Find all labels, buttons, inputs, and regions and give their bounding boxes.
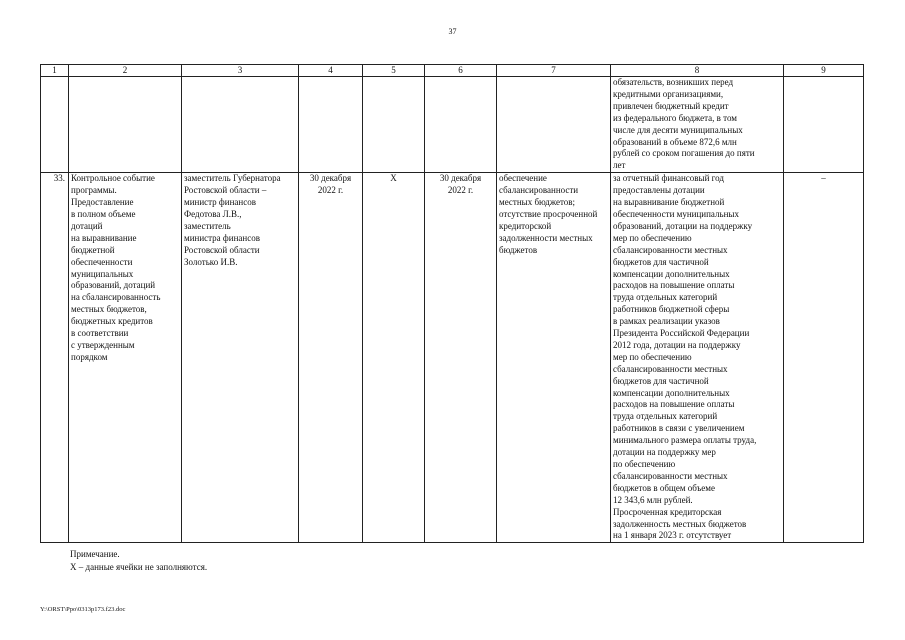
text-line: в полном объеме [71, 208, 136, 219]
column-header: 5 [363, 65, 425, 77]
column-header: 3 [182, 65, 299, 77]
actual-result-cell [611, 173, 784, 543]
text-line: образований, дотации на поддержку [613, 220, 753, 231]
text-line: Ростовской области – [184, 185, 267, 196]
text-line: образований в объеме 872,6 млн [613, 136, 737, 147]
note-text: Х – данные ячейки не заполняются. [70, 561, 208, 572]
cell-empty [497, 77, 611, 173]
page-number: 37 [448, 27, 457, 36]
text-line: Федотова Л.В., [184, 208, 242, 219]
text-line: числе для десяти муниципальных [613, 124, 743, 135]
text-line: заместитель Губернатора [184, 173, 281, 184]
planned-date-cell [299, 173, 363, 543]
text-line: труда отдельных категорий [613, 411, 718, 422]
text-line: работников в связи с увеличением [613, 423, 745, 434]
text-line: порядком [71, 351, 108, 362]
text-line: расходов на повышение оплаты [613, 280, 735, 291]
text-line: образований, дотаций [71, 280, 156, 291]
text-line: лет [613, 160, 626, 171]
text-line: бюджетов для частичной [613, 375, 709, 386]
text-line: 2022 г. [447, 185, 474, 196]
text-line: обеспеченности [71, 256, 133, 267]
text-line: местных бюджетов, [71, 304, 147, 315]
text-line: обеспеченности муниципальных [613, 208, 739, 219]
actual-date-cell [425, 173, 497, 543]
text-line: обеспечение [499, 173, 547, 184]
text-line: предоставлены дотации [613, 185, 705, 196]
text-line: министр финансов [184, 197, 256, 208]
text-line: минимального размера оплаты труда, [613, 435, 757, 446]
text-line: кредитными организациями, [613, 88, 724, 99]
text-line: мер по обеспечению [613, 351, 692, 362]
text-line: местных бюджетов; [499, 197, 576, 208]
text-line: привлечен бюджетный кредит [613, 100, 729, 111]
cell-empty [363, 77, 425, 173]
text-line: программы. [71, 185, 117, 196]
text-line: обязательств, возникших перед [613, 77, 734, 87]
deviation-cell: – [784, 173, 864, 543]
text-line: министра финансов [184, 232, 260, 243]
text-line: за отчетный финансовый год [613, 173, 724, 184]
text-line: сбалансированности [499, 185, 579, 196]
text-line: 2012 года, дотации на поддержку [613, 339, 741, 350]
text-line: заместитель [184, 220, 231, 231]
text-line: кредиторской [499, 220, 552, 231]
text-line: сбалансированности местных [613, 244, 728, 255]
table-row-33 [41, 173, 864, 543]
cell-empty [299, 77, 363, 173]
column-header: 7 [497, 65, 611, 77]
text-line: бюджетов в общем объеме [613, 482, 715, 493]
text-line: 12 343,6 млн рублей. [613, 494, 693, 505]
column-header: 2 [69, 65, 182, 77]
text-line: бюджетов [499, 244, 538, 255]
text-line: труда отдельных категорий [613, 292, 718, 303]
text-line: на сбалансированность [71, 292, 161, 303]
text-line: 2022 г. [317, 185, 344, 196]
note-title: Примечание. [70, 549, 120, 559]
text-line: дотации на поддержку мер [613, 447, 716, 458]
responsible-person-cell [182, 173, 299, 543]
text-line: на выравнивание [71, 232, 137, 243]
text-line: Ростовской области [184, 244, 260, 255]
column-header: 9 [784, 65, 864, 77]
text-line: компенсации дополнительных [613, 387, 730, 398]
table-row-continuation [41, 77, 864, 173]
text-line: рублей со сроком погашения до пяти [613, 148, 755, 159]
cell-empty [41, 77, 69, 173]
text-line: по обеспечению [613, 459, 676, 469]
text-line: сбалансированности местных [613, 470, 728, 481]
text-line: бюджетных кредитов [71, 316, 153, 327]
header-row [41, 65, 864, 77]
column-header: 1 [41, 65, 69, 77]
program-table [40, 64, 864, 543]
text-line: с утвержденным [71, 339, 135, 350]
text-line: Просроченная кредиторская [613, 506, 722, 517]
note-block [70, 548, 207, 573]
text-line: бюджетов для частичной [613, 256, 709, 267]
text-line: Президента Российской Федерации [613, 328, 750, 339]
expected-result-cell [497, 173, 611, 543]
text-line: на 1 января 2023 г. отсутствует [613, 530, 732, 541]
cell-empty [69, 77, 182, 173]
text-line: компенсации дополнительных [613, 268, 730, 279]
event-description-cell [69, 173, 182, 543]
cell-empty [784, 77, 864, 173]
text-line: в соответствии [71, 328, 129, 339]
footer-file-path: Y:\ORST\Ppo\0313p173.f23.doc [40, 606, 126, 613]
text-line: дотаций [71, 220, 103, 231]
text-line: Контрольное событие [71, 173, 155, 184]
text-line: задолженности местных [499, 232, 593, 243]
text-line: задолженность местных бюджетов [613, 518, 747, 529]
text-line: Предоставление [71, 197, 134, 208]
cell-empty [425, 77, 497, 173]
text-line: 30 декабря [439, 173, 482, 184]
column-header: 8 [611, 65, 784, 77]
text-line: мер по обеспечению [613, 232, 692, 243]
text-line: работников бюджетной сферы [613, 304, 730, 315]
text-line: отсутствие просроченной [499, 208, 598, 219]
text-line: из федерального бюджета, в том [613, 112, 738, 123]
text-line: сбалансированности местных [613, 363, 728, 374]
text-line: на выравнивание бюджетной [613, 197, 725, 208]
text-line: Золотько И.В. [184, 256, 238, 267]
cell-empty [182, 77, 299, 173]
start-date-cell: Х [363, 173, 425, 543]
continuation-result-cell [611, 77, 784, 173]
text-line: муниципальных [71, 268, 134, 279]
column-header: 4 [299, 65, 363, 77]
text-line: 30 декабря [309, 173, 352, 184]
text-line: бюджетной [71, 244, 115, 255]
row-number: 33. [41, 173, 69, 543]
column-header: 6 [425, 65, 497, 77]
text-line: в рамках реализации указов [613, 316, 720, 327]
text-line: расходов на повышение оплаты [613, 399, 735, 410]
